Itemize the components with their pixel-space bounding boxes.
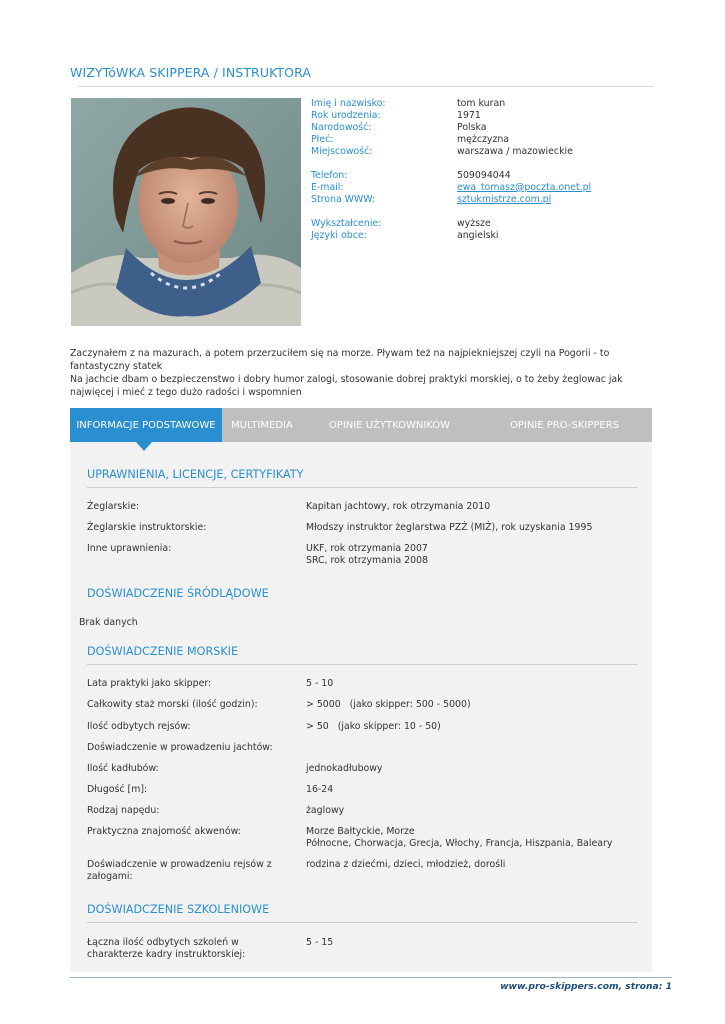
section-title-training: DOŚWIADCZENIE SZKOLENIOWE xyxy=(87,903,270,916)
info-value: tom kuran xyxy=(457,98,506,109)
info-label: Języki obce: xyxy=(311,230,367,241)
tab-pro-skippers-reviews[interactable]: OPINIE PRO-SKIPPERS xyxy=(509,419,620,431)
row-value: jednokadłubowy xyxy=(306,763,383,774)
row-label: Ilość odbytych rejsów: xyxy=(87,721,191,732)
info-value: Polska xyxy=(457,122,487,133)
info-row-languages xyxy=(311,230,651,242)
row-value: > 50 (jako skipper: 10 - 50) xyxy=(306,721,441,732)
info-row-gender xyxy=(311,134,651,146)
info-row-education xyxy=(311,218,651,230)
row-label: Praktyczna znajomość akwenów: xyxy=(87,826,241,837)
info-label: E-mail: xyxy=(311,182,344,193)
info-value: 1971 xyxy=(457,110,481,121)
sea-row xyxy=(87,859,647,883)
sea-row xyxy=(87,763,647,784)
row-label: Ilość kadłubów: xyxy=(87,763,159,774)
info-row-nationality xyxy=(311,122,651,134)
row-label: Doświadczenie w prowadzeniu jachtów: xyxy=(87,742,273,753)
row-label: Żeglarskie instruktorskie: xyxy=(87,522,207,533)
info-label: Telefon: xyxy=(311,170,348,181)
info-label: Płeć: xyxy=(311,134,334,145)
licenses-list xyxy=(87,501,647,567)
info-value: warszawa / mazowieckie xyxy=(457,146,573,157)
info-label: Strona WWW: xyxy=(311,194,376,205)
info-value: angielski xyxy=(457,230,499,241)
tab-multimedia[interactable]: MULTIMEDIA xyxy=(231,419,293,431)
profile-info xyxy=(311,98,651,242)
no-data-text: Brak danych xyxy=(79,617,138,628)
info-value: wyższe xyxy=(457,218,491,229)
info-label: Miejscowość: xyxy=(311,146,373,157)
tab-basic-info[interactable]: INFORMACJE PODSTAWOWE xyxy=(70,408,222,442)
section-divider xyxy=(87,922,638,923)
info-label: Narodowość: xyxy=(311,122,372,133)
row-value xyxy=(306,543,647,567)
row-label: Rodzaj napędu: xyxy=(87,805,160,816)
row-label: Łączna ilość odbytych szkoleń w charakterze kadry instruktorskiej: xyxy=(87,937,246,960)
active-tab-arrow xyxy=(136,442,152,451)
info-value: mężczyzna xyxy=(457,134,510,145)
row-value: 5 - 15 xyxy=(306,937,334,948)
info-row-name xyxy=(311,98,651,110)
row-value xyxy=(306,826,647,859)
row-value: Kapitan jachtowy, rok otrzymania 2010 xyxy=(306,501,491,512)
footer-divider xyxy=(70,977,672,978)
row-label: Żeglarskie: xyxy=(87,501,140,512)
profile-photo xyxy=(71,98,301,326)
row-value-line: Północne, Chorwacja, Grecja, Włochy, Francja, Hiszpania, Baleary xyxy=(306,838,613,849)
bio-paragraph: Zaczynałem z na mazurach, a potem przerzuciłem się na morze. Pływam też na najpiekniejszej czyli na Pogorii - to fantastyczny statek xyxy=(70,348,610,372)
row-value: 16-24 xyxy=(306,784,334,795)
row-label: Całkowity staż morski (ilość godzin): xyxy=(87,699,258,710)
row-value: > 5000 (jako skipper: 500 - 5000) xyxy=(306,699,471,710)
tab-user-reviews[interactable]: OPINIE UŻYTKOWNIKÓW xyxy=(328,419,451,431)
row-label: Doświadczenie w prowadzeniu rejsów z załogami: xyxy=(87,859,272,882)
info-row-website xyxy=(311,194,651,206)
row-value: Młodszy instruktor żeglarstwa PZŻ (MIŻ), rok uzyskania 1995 xyxy=(306,522,593,533)
training-list xyxy=(87,937,647,961)
license-row xyxy=(87,501,647,513)
sea-row xyxy=(87,784,647,805)
section-divider xyxy=(87,664,638,665)
row-value: żaglowy xyxy=(306,805,345,816)
info-label: Imię i nazwisko: xyxy=(311,98,386,109)
info-label: Rok urodzenia: xyxy=(311,110,381,121)
website-link[interactable]: sztukmistrze.com.pl xyxy=(457,194,552,205)
row-label: Długość [m]: xyxy=(87,784,148,795)
section-divider xyxy=(87,487,638,488)
row-value xyxy=(306,742,647,763)
info-label: Wykształcenie: xyxy=(311,218,382,229)
row-value: rodzina z dziećmi, dzieci, młodzież, dorośli xyxy=(306,859,506,870)
sea-row xyxy=(87,678,647,699)
info-row-birth-year xyxy=(311,110,651,122)
page-title: WIZYTóWKA SKIPPERA / INSTRUKTORA xyxy=(70,65,312,80)
sea-row xyxy=(87,721,647,742)
sea-row xyxy=(87,742,647,763)
training-row xyxy=(87,937,647,961)
license-row xyxy=(87,543,647,567)
row-label: Inne uprawnienia: xyxy=(87,543,172,554)
section-title-sea: DOŚWIADCZENIE MORSKIE xyxy=(87,645,239,658)
info-value-wrap xyxy=(457,182,591,194)
row-value-line: UKF, rok otrzymania 2007 xyxy=(306,543,428,554)
license-row xyxy=(87,522,647,534)
info-row-phone xyxy=(311,170,651,182)
title-divider xyxy=(78,86,654,87)
row-value: 5 - 10 xyxy=(306,678,334,689)
info-value: 509094044 xyxy=(457,170,511,181)
row-label: Lata praktyki jako skipper: xyxy=(87,678,212,689)
row-value-line: SRC, rok otrzymania 2008 xyxy=(306,555,429,566)
row-value-line: Morze Bałtyckie, Morze xyxy=(306,826,415,837)
email-link[interactable]: ewa_tomasz@poczta.onet.pl xyxy=(457,182,592,193)
sea-row xyxy=(87,826,647,859)
sea-list xyxy=(87,678,647,883)
info-row-email xyxy=(311,182,651,194)
bio-paragraph: Na jachcie dbam o bezpieczenstwo i dobry humor zalogi, stosowanie dobrej praktyki morskiej, o to żeby żeglowac jak najwięcej i mieć z tego dużo radości i wspomnien xyxy=(70,374,623,398)
sea-row xyxy=(87,699,647,721)
info-row-location xyxy=(311,146,651,158)
info-value-wrap xyxy=(457,194,551,206)
footer-text: www.pro-skippers.com, strona: 1 xyxy=(500,981,672,992)
section-title-inland: DOŚWIADCZENIE ŚRÓDLĄDOWE xyxy=(87,587,269,600)
bio-text xyxy=(70,347,660,399)
sea-row xyxy=(87,805,647,826)
tab-bar xyxy=(70,408,652,442)
section-title-licenses: UPRAWNIENIA, LICENCJE, CERTYFIKATY xyxy=(87,468,304,481)
